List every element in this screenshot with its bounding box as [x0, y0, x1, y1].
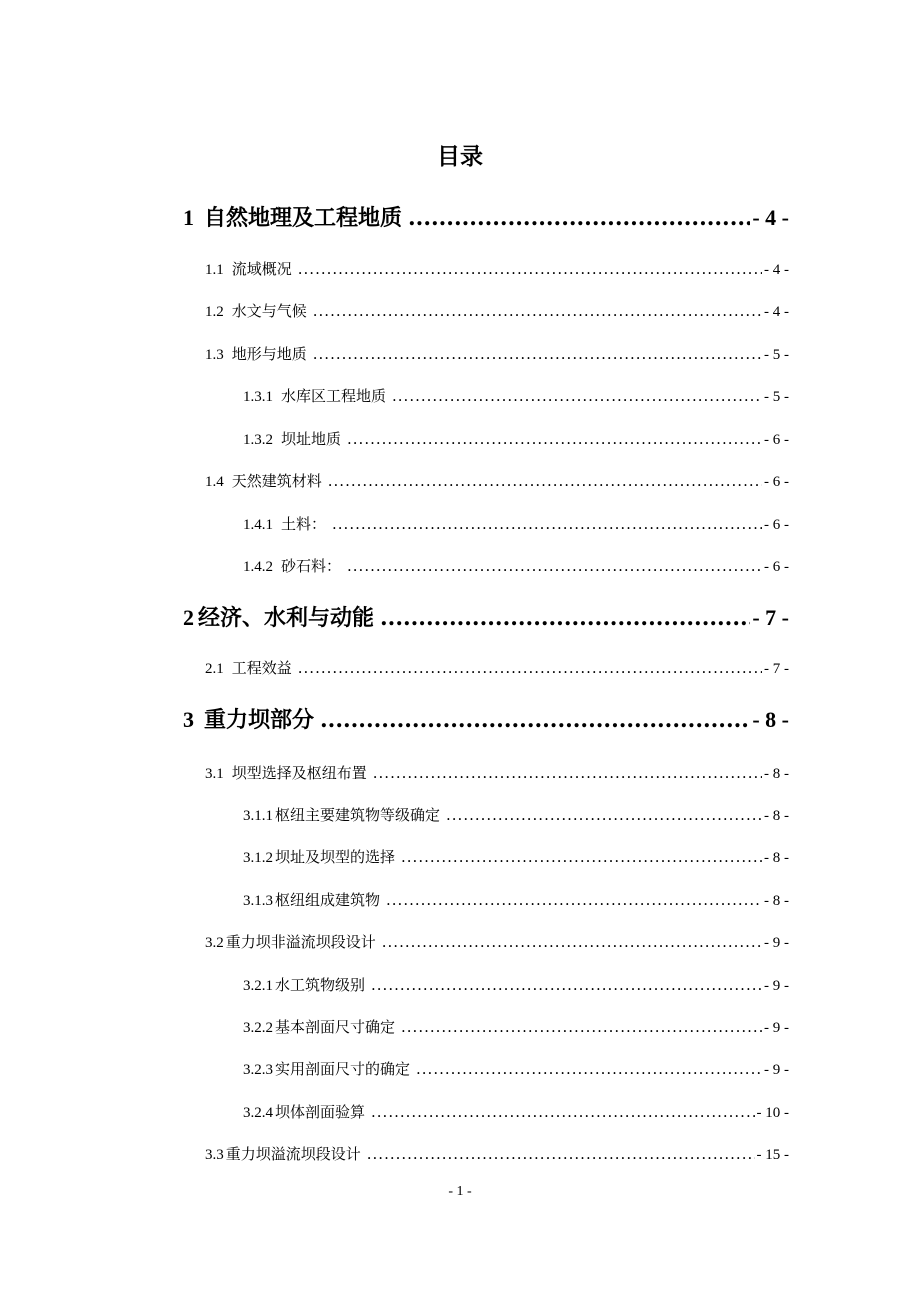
toc-entry-text: 经济、水利与动能 [198, 606, 375, 631]
toc-entry-number: 1.4 [205, 474, 224, 490]
toc-entry-1-4-2[interactable] [243, 551, 789, 581]
toc-entry-3-2-4[interactable] [243, 1097, 789, 1127]
dot-leader [446, 800, 762, 830]
toc-entry-page: - 15 - [756, 1147, 789, 1163]
dot-leader [401, 1012, 762, 1042]
dot-leader [320, 700, 750, 740]
toc-entry-page: - 10 - [756, 1105, 789, 1121]
toc-entry-1-3-1[interactable] [243, 381, 789, 411]
toc-entry-text: 工程效益 [231, 659, 292, 677]
toc-entry-number: 3.1.3 [243, 893, 273, 909]
toc-entry-number: 1.1 [205, 262, 224, 278]
toc-entry-page: - 4 - [752, 205, 789, 230]
toc-entry-3[interactable] [183, 700, 789, 740]
dot-leader [373, 758, 762, 788]
toc-entry-3-3[interactable] [205, 1139, 789, 1169]
toc-entry-page: - 8 - [764, 850, 789, 866]
dot-leader [386, 885, 762, 915]
toc-entry-text: 枢纽主要建筑物等级确定 [275, 806, 441, 824]
toc-entry-3-1[interactable] [205, 758, 789, 788]
toc-entry-number: 2 [183, 605, 194, 630]
toc-title: 目录 [437, 144, 483, 170]
toc-entry-page: - 5 - [764, 347, 789, 363]
toc-entry-3-2-3[interactable] [243, 1054, 789, 1084]
toc-entry-page: - 9 - [764, 1062, 789, 1078]
toc-entry-1-4-1[interactable] [243, 509, 789, 539]
toc-entry-text: 坝址地质 [281, 430, 342, 448]
dot-leader [392, 381, 762, 411]
toc-entry-page: - 6 - [764, 517, 789, 533]
dot-leader [367, 1139, 755, 1169]
dot-leader [328, 466, 762, 496]
dot-leader [408, 198, 750, 238]
toc-entry-number: 1.2 [205, 304, 224, 320]
toc-entry-1-3[interactable] [205, 339, 789, 369]
toc-entry-page: - 4 - [764, 304, 789, 320]
toc-entry-page: - 7 - [764, 661, 789, 677]
toc-entry-page: - 8 - [752, 707, 789, 732]
toc-entry-text: 实用剖面尺寸的确定 [275, 1060, 411, 1078]
toc-entry-text: 自然地理及工程地质 [204, 206, 403, 231]
toc-entry-page: - 6 - [764, 474, 789, 490]
toc-entry-1-1[interactable] [205, 254, 789, 284]
toc-entry-2-1[interactable] [205, 653, 789, 683]
dot-leader [382, 927, 762, 957]
toc-entry-text: 重力坝部分 [204, 708, 315, 733]
dot-leader [401, 842, 762, 872]
dot-leader [371, 970, 762, 1000]
toc-entry-3-1-2[interactable] [243, 842, 789, 872]
toc-entry-3-2[interactable] [205, 927, 789, 957]
toc-entry-text: 重力坝溢流坝段设计 [225, 1145, 361, 1163]
toc-entry-3-2-2[interactable] [243, 1012, 789, 1042]
dot-leader [347, 424, 762, 454]
toc-entry-number: 3.3 [205, 1147, 224, 1163]
toc-entry-text: 水文与气候 [231, 302, 307, 320]
toc-entry-number: 3.1.1 [243, 808, 273, 824]
toc-entry-text: 坝型选择及枢纽布置 [231, 764, 367, 782]
toc-entry-number: 2.1 [205, 661, 224, 677]
toc-entry-number: 3.2.2 [243, 1020, 273, 1036]
toc-entry-number: 1.3 [205, 347, 224, 363]
dot-leader [332, 509, 762, 539]
toc-entry-number: 1.3.1 [243, 389, 273, 405]
toc-entry-page: - 6 - [764, 559, 789, 575]
toc-entry-number: 1.4.2 [243, 559, 273, 575]
toc-entry-number: 3 [183, 707, 194, 732]
toc-entry-text: 土料： [281, 515, 327, 533]
toc-entry-text: 水库区工程地质 [281, 387, 387, 405]
toc-entry-text: 重力坝非溢流坝段设计 [225, 933, 376, 951]
toc-entry-text: 地形与地质 [231, 345, 307, 363]
dot-leader [380, 598, 750, 638]
toc-entry-1[interactable] [183, 198, 789, 238]
toc-entry-number: 1.4.1 [243, 517, 273, 533]
toc-entry-3-1-1[interactable] [243, 800, 789, 830]
toc-entry-number: 1.3.2 [243, 432, 273, 448]
toc-entry-3-2-1[interactable] [243, 970, 789, 1000]
toc-entry-2[interactable] [183, 598, 789, 638]
dot-leader [298, 254, 762, 284]
toc-entry-page: - 7 - [752, 605, 789, 630]
dot-leader [313, 296, 762, 326]
toc-entry-page: - 4 - [764, 262, 789, 278]
toc-entry-text: 流域概况 [231, 260, 292, 278]
toc-entry-page: - 9 - [764, 978, 789, 994]
toc-entry-3-1-3[interactable] [243, 885, 789, 915]
toc-entry-text: 坝体剖面验算 [275, 1103, 366, 1121]
toc-entry-number: 1 [183, 205, 194, 230]
dot-leader [313, 339, 762, 369]
toc-entry-1-4[interactable] [205, 466, 789, 496]
toc-entry-number: 3.2.4 [243, 1105, 273, 1121]
toc-entry-page: - 6 - [764, 432, 789, 448]
page-number-footer: - 1 - [448, 1184, 472, 1199]
toc-entry-number: 3.2.1 [243, 978, 273, 994]
toc-entry-1-3-2[interactable] [243, 424, 789, 454]
toc-entry-number: 3.1 [205, 766, 224, 782]
toc-entry-page: - 5 - [764, 389, 789, 405]
toc-entry-text: 基本剖面尺寸确定 [275, 1018, 396, 1036]
toc-entry-number: 3.2 [205, 935, 224, 951]
toc-entry-page: - 9 - [764, 1020, 789, 1036]
toc-entry-1-2[interactable] [205, 296, 789, 326]
toc-entry-text: 天然建筑材料 [231, 472, 322, 490]
toc-entry-page: - 8 - [764, 766, 789, 782]
toc-entry-text: 水工筑物级别 [275, 976, 366, 994]
toc-entry-number: 3.2.3 [243, 1062, 273, 1078]
toc-entry-page: - 8 - [764, 808, 789, 824]
toc-entry-page: - 8 - [764, 893, 789, 909]
toc-entry-text: 砂石料： [281, 557, 342, 575]
toc-entry-text: 枢纽组成建筑物 [275, 891, 381, 909]
dot-leader [371, 1097, 754, 1127]
toc-entry-number: 3.1.2 [243, 850, 273, 866]
toc-entry-text: 坝址及坝型的选择 [275, 848, 396, 866]
dot-leader [298, 653, 762, 683]
toc-entry-page: - 9 - [764, 935, 789, 951]
dot-leader [416, 1054, 762, 1084]
dot-leader [347, 551, 762, 581]
